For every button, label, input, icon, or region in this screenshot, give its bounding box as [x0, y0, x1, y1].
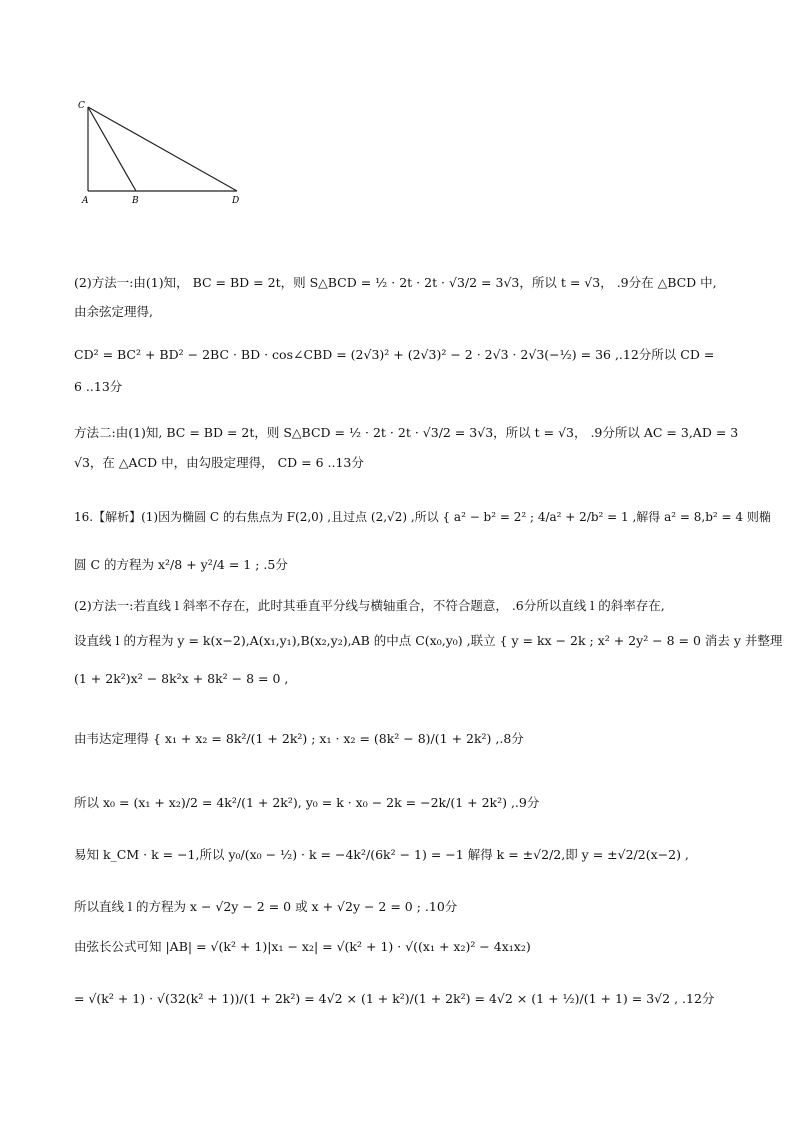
text-line: 易知 k_CM · k = −1,所以 y₀/(x₀ − ½) · k = −4k²/(6k² − 1) = −1 解得 k = ±√2/2,即 y = ±√2/2(x−2) , [74, 847, 689, 862]
text-line: 方法二:由(1)知, BC = BD = 2t，则 S△BCD = ½ · 2t · 2t · √3/2 = 3√3，所以 t = √3， .9分所以 AC = 3,AD = 3 [74, 425, 739, 440]
text-line: 由余弦定理得, [74, 304, 153, 319]
text-line: = √(k² + 1) · √(32(k² + 1))/(1 + 2k²) = 4√2 × (1 + k²)/(1 + 2k²) = 4√2 × (1 + ½)/(1 + 1) = 3√2 , .12分 [74, 991, 715, 1006]
text-line: √3，在 △ACD 中，由勾股定理得， CD = 6 ..13分 [74, 455, 364, 470]
label-a: A [82, 196, 89, 206]
label-c: C [78, 101, 85, 111]
text-line: (2)方法一:由(1)知， BC = BD = 2t，则 S△BCD = ½ · 2t · 2t · √3/2 = 3√3，所以 t = √3， .9分在 △BCD 中, [74, 275, 717, 290]
edge-cd [88, 107, 237, 191]
text-line: 所以直线 l 的方程为 x − √2y − 2 = 0 或 x + √2y − 2 = 0 ; .10分 [74, 899, 458, 914]
edge-cb [88, 107, 136, 191]
text-line: 圆 C 的方程为 x²/8 + y²/4 = 1 ; .5分 [74, 557, 288, 572]
triangle-figure [74, 98, 274, 208]
text-line: 由韦达定理得 { x₁ + x₂ = 8k²/(1 + 2k²) ; x₁ · x₂ = (8k² − 8)/(1 + 2k²) ,.8分 [74, 731, 524, 746]
text-line: (1 + 2k²)x² − 8k²x + 8k² − 8 = 0 , [74, 671, 289, 686]
text-line: 由弦长公式可知 |AB| = √(k² + 1)|x₁ − x₂| = √(k² + 1) · √((x₁ + x₂)² − 4x₁x₂) [74, 939, 531, 954]
text-line: (2)方法一:若直线 l 斜率不存在，此时其垂直平分线与横轴重合，不符合题意， .6分所以直线 l 的斜率存在, [74, 598, 665, 613]
text-line: 16.【解析】(1)因为椭圆 C 的右焦点为 F(2,0) ,且过点 (2,√2) ,所以 { a² − b² = 2² ; 4/a² + 2/b² = 1 ,解得 a² = 8,b² = 4 则椭 [74, 510, 771, 524]
text-line: 所以 x₀ = (x₁ + x₂)/2 = 4k²/(1 + 2k²), y₀ = k · x₀ − 2k = −2k/(1 + 2k²) ,.9分 [74, 795, 540, 810]
text-line: CD² = BC² + BD² − 2BC · BD · cos∠CBD = (2√3)² + (2√3)² − 2 · 2√3 · 2√3(−½) = 36 ,.12分所以 CD = [74, 347, 715, 362]
label-b: B [132, 196, 139, 206]
label-d: D [232, 196, 240, 206]
text-line: 设直线 l 的方程为 y = k(x−2),A(x₁,y₁),B(x₂,y₂),AB 的中点 C(x₀,y₀) ,联立 { y = kx − 2k ; x² + 2y² − 8 = 0 消去 y 并整理 [74, 633, 783, 648]
text-line: 6 ..13分 [74, 379, 123, 394]
